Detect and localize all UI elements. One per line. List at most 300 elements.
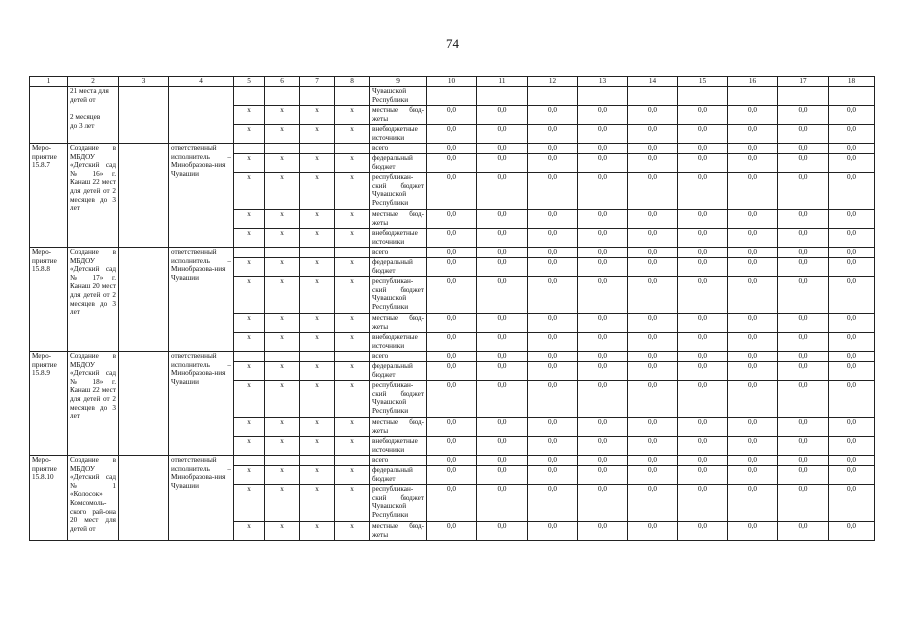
amount-cell: 0,0 <box>778 106 829 125</box>
amount-cell: 0,0 <box>728 456 778 466</box>
amount-cell: 0,0 <box>778 352 829 362</box>
x-mark <box>265 456 300 466</box>
amount-cell: 0,0 <box>427 248 477 258</box>
event-name-line: детей от <box>70 95 96 104</box>
amount-cell: 0,0 <box>829 229 875 248</box>
x-mark: x <box>335 106 370 125</box>
funding-source-cell: внебюджетные источники <box>370 125 427 144</box>
amount-cell: 0,0 <box>528 277 578 314</box>
amount-cell <box>477 87 528 106</box>
amount-cell: 0,0 <box>477 248 528 258</box>
program-table <box>29 76 875 541</box>
x-mark: x <box>234 522 265 541</box>
amount-cell: 0,0 <box>427 258 477 277</box>
x-mark: x <box>335 466 370 485</box>
amount-cell <box>778 87 829 106</box>
amount-cell <box>728 87 778 106</box>
x-mark: x <box>265 418 300 437</box>
x-mark <box>234 144 265 154</box>
amount-cell: 0,0 <box>728 362 778 381</box>
x-mark: x <box>234 437 265 456</box>
amount-cell: 0,0 <box>477 485 528 522</box>
event-id-cell <box>30 87 68 144</box>
x-mark <box>265 352 300 362</box>
funding-source-cell: всего <box>370 456 427 466</box>
x-mark: x <box>234 314 265 333</box>
amount-cell: 0,0 <box>678 229 728 248</box>
amount-cell: 0,0 <box>427 456 477 466</box>
amount-cell: 0,0 <box>578 125 628 144</box>
amount-cell: 0,0 <box>578 277 628 314</box>
amount-cell: 0,0 <box>578 314 628 333</box>
amount-cell: 0,0 <box>427 144 477 154</box>
funding-source-cell: республикан-ский бюджет Чувашской Республики <box>370 173 427 210</box>
amount-cell: 0,0 <box>477 258 528 277</box>
x-mark: x <box>335 277 370 314</box>
amount-cell: 0,0 <box>728 314 778 333</box>
amount-cell: 0,0 <box>829 258 875 277</box>
x-mark: x <box>265 314 300 333</box>
amount-cell: 0,0 <box>628 522 678 541</box>
x-mark: x <box>300 418 335 437</box>
amount-cell: 0,0 <box>628 362 678 381</box>
x-mark: x <box>234 277 265 314</box>
amount-cell: 0,0 <box>778 466 829 485</box>
amount-cell: 0,0 <box>578 381 628 418</box>
amount-cell: 0,0 <box>427 154 477 173</box>
amount-cell: 0,0 <box>728 125 778 144</box>
amount-cell: 0,0 <box>477 522 528 541</box>
amount-cell: 0,0 <box>829 154 875 173</box>
column-header: 8 <box>335 77 370 87</box>
amount-cell: 0,0 <box>678 466 728 485</box>
column-header: 10 <box>427 77 477 87</box>
column-header: 2 <box>68 77 119 87</box>
amount-cell: 0,0 <box>528 437 578 456</box>
amount-cell: 0,0 <box>578 210 628 229</box>
amount-cell <box>829 87 875 106</box>
event-id-cell: Меро-приятие 15.8.10 <box>30 456 68 541</box>
table-row <box>30 352 875 362</box>
funding-source-cell: всего <box>370 352 427 362</box>
x-mark: x <box>234 229 265 248</box>
amount-cell: 0,0 <box>628 173 678 210</box>
amount-cell: 0,0 <box>477 125 528 144</box>
amount-cell: 0,0 <box>728 522 778 541</box>
event-name-line: 2 месяцев <box>70 113 101 122</box>
amount-cell: 0,0 <box>678 125 728 144</box>
amount-cell: 0,0 <box>427 229 477 248</box>
amount-cell: 0,0 <box>628 352 678 362</box>
x-mark: x <box>300 125 335 144</box>
event-name-cell: Создание в МБДОУ «Детский сад № 1 «Колосок» Комсомоль-ского рай-она 20 мест для детей от <box>68 456 119 541</box>
amount-cell <box>628 87 678 106</box>
x-mark: x <box>234 381 265 418</box>
amount-cell: 0,0 <box>678 173 728 210</box>
amount-cell: 0,0 <box>477 333 528 352</box>
x-mark <box>335 144 370 154</box>
amount-cell: 0,0 <box>678 381 728 418</box>
amount-cell: 0,0 <box>829 125 875 144</box>
event-name-cell <box>68 87 119 144</box>
amount-cell: 0,0 <box>427 522 477 541</box>
x-mark: x <box>300 437 335 456</box>
amount-cell <box>528 87 578 106</box>
x-mark: x <box>265 485 300 522</box>
col-3-cell <box>119 144 169 248</box>
column-header: 12 <box>528 77 578 87</box>
x-mark <box>265 87 300 106</box>
amount-cell: 0,0 <box>427 485 477 522</box>
amount-cell: 0,0 <box>628 154 678 173</box>
executor-cell: ответственный исполнитель – Минобразова-ния Чувашии <box>169 352 234 456</box>
x-mark: x <box>265 229 300 248</box>
x-mark: x <box>300 210 335 229</box>
amount-cell: 0,0 <box>528 248 578 258</box>
x-mark <box>265 144 300 154</box>
amount-cell: 0,0 <box>728 485 778 522</box>
funding-source-cell: местные бюд-жеты <box>370 106 427 125</box>
amount-cell: 0,0 <box>829 381 875 418</box>
amount-cell: 0,0 <box>678 248 728 258</box>
column-header: 14 <box>628 77 678 87</box>
x-mark <box>335 248 370 258</box>
event-id-cell: Меро-приятие 15.8.9 <box>30 352 68 456</box>
x-mark: x <box>300 466 335 485</box>
amount-cell: 0,0 <box>578 229 628 248</box>
amount-cell: 0,0 <box>427 352 477 362</box>
amount-cell: 0,0 <box>578 248 628 258</box>
amount-cell: 0,0 <box>427 466 477 485</box>
funding-source-cell: республикан-ский бюджет Чувашской Республики <box>370 277 427 314</box>
x-mark: x <box>265 173 300 210</box>
funding-source-cell: местные бюд-жеты <box>370 210 427 229</box>
x-mark: x <box>234 258 265 277</box>
amount-cell: 0,0 <box>628 248 678 258</box>
amount-cell: 0,0 <box>678 144 728 154</box>
x-mark: x <box>335 173 370 210</box>
col-3-cell <box>119 456 169 541</box>
event-id-cell: Меро-приятие 15.8.8 <box>30 248 68 352</box>
amount-cell: 0,0 <box>528 485 578 522</box>
amount-cell: 0,0 <box>678 258 728 277</box>
amount-cell: 0,0 <box>477 277 528 314</box>
amount-cell: 0,0 <box>628 144 678 154</box>
table-row <box>30 248 875 258</box>
x-mark: x <box>265 277 300 314</box>
amount-cell: 0,0 <box>628 314 678 333</box>
x-mark: x <box>335 314 370 333</box>
amount-cell: 0,0 <box>778 456 829 466</box>
column-header: 13 <box>578 77 628 87</box>
amount-cell: 0,0 <box>829 314 875 333</box>
column-header: 4 <box>169 77 234 87</box>
funding-source-cell: внебюджетные источники <box>370 437 427 456</box>
x-mark: x <box>265 381 300 418</box>
col-3-cell <box>119 248 169 352</box>
table-row <box>30 144 875 154</box>
amount-cell: 0,0 <box>829 456 875 466</box>
amount-cell: 0,0 <box>427 381 477 418</box>
funding-source-cell: федеральный бюджет <box>370 466 427 485</box>
x-mark: x <box>335 229 370 248</box>
amount-cell: 0,0 <box>778 258 829 277</box>
amount-cell: 0,0 <box>578 418 628 437</box>
x-mark: x <box>234 106 265 125</box>
amount-cell: 0,0 <box>829 466 875 485</box>
x-mark: x <box>265 466 300 485</box>
x-mark: x <box>265 154 300 173</box>
amount-cell: 0,0 <box>528 258 578 277</box>
amount-cell: 0,0 <box>778 437 829 456</box>
x-mark: x <box>335 333 370 352</box>
x-mark <box>300 144 335 154</box>
amount-cell: 0,0 <box>829 522 875 541</box>
funding-source-cell: республикан-ский бюджет Чувашской Республики <box>370 381 427 418</box>
amount-cell: 0,0 <box>427 314 477 333</box>
amount-cell: 0,0 <box>829 106 875 125</box>
funding-source-cell: всего <box>370 248 427 258</box>
amount-cell: 0,0 <box>778 125 829 144</box>
amount-cell: 0,0 <box>578 437 628 456</box>
amount-cell: 0,0 <box>829 144 875 154</box>
column-header: 3 <box>119 77 169 87</box>
column-header: 1 <box>30 77 68 87</box>
x-mark: x <box>300 381 335 418</box>
amount-cell: 0,0 <box>678 522 728 541</box>
x-mark <box>335 87 370 106</box>
amount-cell: 0,0 <box>829 333 875 352</box>
amount-cell: 0,0 <box>778 314 829 333</box>
amount-cell: 0,0 <box>728 352 778 362</box>
amount-cell: 0,0 <box>528 125 578 144</box>
column-header: 16 <box>728 77 778 87</box>
funding-source-cell: федеральный бюджет <box>370 362 427 381</box>
amount-cell: 0,0 <box>477 154 528 173</box>
amount-cell: 0,0 <box>678 277 728 314</box>
amount-cell: 0,0 <box>728 333 778 352</box>
amount-cell: 0,0 <box>829 210 875 229</box>
x-mark <box>335 352 370 362</box>
x-mark <box>300 87 335 106</box>
amount-cell: 0,0 <box>578 258 628 277</box>
funding-source-cell: внебюджетные источники <box>370 333 427 352</box>
x-mark: x <box>335 258 370 277</box>
amount-cell: 0,0 <box>427 362 477 381</box>
amount-cell: 0,0 <box>528 144 578 154</box>
x-mark: x <box>234 418 265 437</box>
amount-cell: 0,0 <box>728 258 778 277</box>
amount-cell: 0,0 <box>528 381 578 418</box>
amount-cell: 0,0 <box>628 381 678 418</box>
funding-source-cell: внебюджетные источники <box>370 229 427 248</box>
x-mark: x <box>234 362 265 381</box>
x-mark: x <box>300 314 335 333</box>
x-mark: x <box>335 210 370 229</box>
amount-cell: 0,0 <box>528 352 578 362</box>
amount-cell: 0,0 <box>578 333 628 352</box>
amount-cell: 0,0 <box>628 333 678 352</box>
funding-source-cell: федеральный бюджет <box>370 154 427 173</box>
x-mark: x <box>335 522 370 541</box>
amount-cell: 0,0 <box>477 362 528 381</box>
amount-cell: 0,0 <box>528 362 578 381</box>
amount-cell: 0,0 <box>477 173 528 210</box>
x-mark <box>335 456 370 466</box>
x-mark: x <box>234 173 265 210</box>
amount-cell: 0,0 <box>628 466 678 485</box>
event-name-cell: Создание в МБДОУ «Детский сад № 16» г. Канаш 22 мест для детей от 2 месяцев до 3 лет <box>68 144 119 248</box>
x-mark: x <box>335 125 370 144</box>
executor-cell: ответственный исполнитель – Минобразова-ния Чувашии <box>169 144 234 248</box>
amount-cell: 0,0 <box>528 456 578 466</box>
x-mark: x <box>265 258 300 277</box>
x-mark: x <box>265 522 300 541</box>
x-mark: x <box>265 362 300 381</box>
x-mark <box>300 248 335 258</box>
amount-cell: 0,0 <box>628 437 678 456</box>
amount-cell <box>578 87 628 106</box>
x-mark: x <box>335 437 370 456</box>
amount-cell: 0,0 <box>829 437 875 456</box>
amount-cell: 0,0 <box>678 456 728 466</box>
amount-cell: 0,0 <box>578 522 628 541</box>
amount-cell: 0,0 <box>477 106 528 125</box>
column-header: 11 <box>477 77 528 87</box>
amount-cell: 0,0 <box>829 485 875 522</box>
x-mark: x <box>300 258 335 277</box>
x-mark: x <box>335 381 370 418</box>
x-mark: x <box>265 437 300 456</box>
amount-cell: 0,0 <box>528 522 578 541</box>
amount-cell: 0,0 <box>528 210 578 229</box>
x-mark: x <box>234 210 265 229</box>
executor-cell <box>169 87 234 144</box>
x-mark: x <box>265 125 300 144</box>
amount-cell: 0,0 <box>728 418 778 437</box>
x-mark: x <box>300 485 335 522</box>
table-row <box>30 87 875 106</box>
executor-cell: ответственный исполнитель – Минобразова-ния Чувашии <box>169 456 234 541</box>
x-mark: x <box>265 333 300 352</box>
amount-cell: 0,0 <box>578 106 628 125</box>
amount-cell: 0,0 <box>427 210 477 229</box>
amount-cell: 0,0 <box>628 210 678 229</box>
x-mark: x <box>335 362 370 381</box>
x-mark: x <box>300 277 335 314</box>
amount-cell: 0,0 <box>427 173 477 210</box>
amount-cell: 0,0 <box>477 210 528 229</box>
col-3-cell <box>119 352 169 456</box>
amount-cell: 0,0 <box>578 144 628 154</box>
x-mark <box>300 456 335 466</box>
amount-cell: 0,0 <box>628 418 678 437</box>
amount-cell: 0,0 <box>829 362 875 381</box>
amount-cell: 0,0 <box>578 352 628 362</box>
amount-cell: 0,0 <box>477 437 528 456</box>
amount-cell: 0,0 <box>528 229 578 248</box>
amount-cell: 0,0 <box>628 258 678 277</box>
amount-cell: 0,0 <box>628 485 678 522</box>
amount-cell: 0,0 <box>829 352 875 362</box>
amount-cell: 0,0 <box>678 352 728 362</box>
amount-cell: 0,0 <box>678 333 728 352</box>
amount-cell: 0,0 <box>778 485 829 522</box>
amount-cell: 0,0 <box>728 466 778 485</box>
amount-cell: 0,0 <box>728 248 778 258</box>
executor-cell: ответственный исполнитель – Минобразова-ния Чувашии <box>169 248 234 352</box>
amount-cell: 0,0 <box>778 210 829 229</box>
amount-cell: 0,0 <box>728 106 778 125</box>
x-mark <box>265 248 300 258</box>
amount-cell <box>678 87 728 106</box>
amount-cell: 0,0 <box>477 229 528 248</box>
x-mark: x <box>265 106 300 125</box>
amount-cell: 0,0 <box>728 173 778 210</box>
amount-cell: 0,0 <box>678 362 728 381</box>
amount-cell: 0,0 <box>778 418 829 437</box>
amount-cell: 0,0 <box>628 106 678 125</box>
amount-cell: 0,0 <box>427 277 477 314</box>
amount-cell: 0,0 <box>678 106 728 125</box>
x-mark: x <box>300 229 335 248</box>
amount-cell: 0,0 <box>628 456 678 466</box>
amount-cell: 0,0 <box>578 154 628 173</box>
amount-cell: 0,0 <box>528 314 578 333</box>
x-mark: x <box>265 210 300 229</box>
x-mark: x <box>300 522 335 541</box>
amount-cell: 0,0 <box>778 248 829 258</box>
amount-cell: 0,0 <box>829 418 875 437</box>
column-header: 7 <box>300 77 335 87</box>
amount-cell: 0,0 <box>778 381 829 418</box>
x-mark: x <box>300 362 335 381</box>
column-number-row <box>30 77 875 87</box>
x-mark <box>234 248 265 258</box>
amount-cell: 0,0 <box>728 437 778 456</box>
col-3-cell <box>119 87 169 144</box>
amount-cell: 0,0 <box>528 418 578 437</box>
x-mark: x <box>234 485 265 522</box>
event-name-cell: Создание в МБДОУ «Детский сад № 17» г. Канаш 20 мест для детей от 2 месяцев до 3 лет <box>68 248 119 352</box>
amount-cell: 0,0 <box>477 466 528 485</box>
column-header: 17 <box>778 77 829 87</box>
x-mark: x <box>300 106 335 125</box>
amount-cell: 0,0 <box>728 144 778 154</box>
x-mark <box>234 456 265 466</box>
table-row <box>30 456 875 466</box>
x-mark: x <box>300 173 335 210</box>
amount-cell: 0,0 <box>728 381 778 418</box>
x-mark: x <box>234 466 265 485</box>
amount-cell: 0,0 <box>829 173 875 210</box>
funding-source-cell: республикан-ский бюджет Чувашской Республики <box>370 485 427 522</box>
event-name-line: до 3 лет <box>70 121 95 130</box>
amount-cell <box>427 87 477 106</box>
x-mark <box>300 352 335 362</box>
amount-cell: 0,0 <box>728 154 778 173</box>
funding-source-cell: федеральный бюджет <box>370 258 427 277</box>
funding-source-cell: Чувашской Республики <box>370 87 427 106</box>
amount-cell: 0,0 <box>829 277 875 314</box>
x-mark: x <box>335 154 370 173</box>
amount-cell: 0,0 <box>778 154 829 173</box>
amount-cell: 0,0 <box>578 362 628 381</box>
x-mark: x <box>300 154 335 173</box>
column-header: 9 <box>370 77 427 87</box>
amount-cell: 0,0 <box>578 173 628 210</box>
amount-cell: 0,0 <box>528 333 578 352</box>
